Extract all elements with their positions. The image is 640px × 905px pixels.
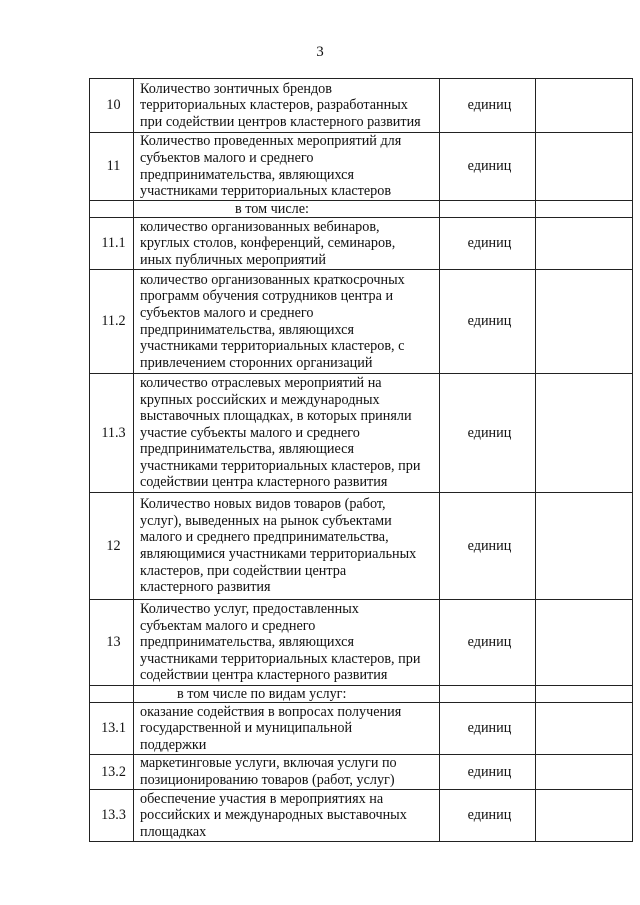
indicator-name <box>134 703 440 755</box>
indicator-name-line: площадках <box>140 823 207 840</box>
table-row <box>90 374 633 493</box>
indicator-name-line: предпринимательства, являющихся <box>140 321 355 338</box>
indicator-name-line: субъектов малого и среднего <box>140 149 314 166</box>
indicator-name <box>134 790 440 842</box>
indicator-name-line: кластеров, при содействии центра <box>140 562 347 579</box>
value-cell <box>536 493 633 600</box>
table-row <box>90 703 633 755</box>
indicators-table <box>89 78 633 842</box>
indicator-name-line: субъектов малого и среднего <box>140 304 314 321</box>
indicator-name-line: услуг), выведенных на рынок субъектами <box>140 512 392 529</box>
indicator-name-line: при содействии центров кластерного развития <box>140 113 421 130</box>
indicator-name-line: оказание содействия в вопросах получения <box>140 703 402 720</box>
indicator-name <box>134 374 440 493</box>
indicator-name <box>134 600 440 686</box>
table-row <box>90 79 633 133</box>
indicator-name-line: Количество услуг, предоставленных <box>140 601 359 618</box>
indicator-name-line: малого и среднего предпринимательства, <box>140 529 389 546</box>
table-row <box>90 493 633 600</box>
indicator-name <box>134 755 440 790</box>
table-subheader-row <box>90 201 633 218</box>
indicator-name-line: территориальных кластеров, разработанных <box>140 97 408 114</box>
row-number: 13.3 <box>90 790 134 842</box>
indicator-name-line: участниками территориальных кластеров, при <box>140 650 421 667</box>
table-row <box>90 790 633 842</box>
value-cell <box>536 270 633 374</box>
indicator-name-line: выставочных площадках, в которых приняли <box>140 408 412 425</box>
table-row <box>90 755 633 790</box>
indicator-name-line: программ обучения сотрудников центра и <box>140 288 394 305</box>
table-row <box>90 133 633 201</box>
indicator-name-line: маркетинговые услуги, включая услуги по <box>140 755 397 772</box>
indicator-name <box>134 270 440 374</box>
indicator-name-line: круглых столов, конференций, семинаров, <box>140 235 396 252</box>
indicator-name <box>134 133 440 201</box>
indicator-name-line: поддержки <box>140 736 207 753</box>
indicator-name-line: количество отраслевых мероприятий на <box>140 374 382 391</box>
page-number: 3 <box>316 44 324 60</box>
value-cell <box>536 790 633 842</box>
indicator-name-line: позиционированию товаров (работ, услуг) <box>140 772 395 788</box>
value-cell <box>536 201 633 218</box>
indicator-name <box>134 493 440 600</box>
indicator-name-line: Количество зонтичных брендов <box>140 80 332 97</box>
value-cell <box>536 686 633 703</box>
indicator-name-line: Количество новых видов товаров (работ, <box>140 496 386 513</box>
value-cell <box>536 374 633 493</box>
unit-of-measure: единиц <box>440 218 536 270</box>
indicator-name-line: предпринимательства, являющихся <box>140 634 355 651</box>
row-number: 11.1 <box>90 218 134 270</box>
indicator-name-line: Количество проведенных мероприятий для <box>140 133 402 150</box>
subheader-text: в том числе: <box>235 200 309 217</box>
indicator-name-line: участниками территориальных кластеров, при <box>140 457 421 474</box>
subheader-cell <box>134 686 440 703</box>
indicator-name-line: крупных российских и международных <box>140 391 380 408</box>
indicator-name-line: содействии центра кластерного развития <box>140 667 388 684</box>
unit-of-measure: единиц <box>440 79 536 133</box>
indicator-name-line: кластерного развития <box>140 579 271 596</box>
row-number: 13.1 <box>90 703 134 755</box>
subheader-cell <box>134 201 440 218</box>
indicator-name-line: государственной и муниципальной <box>140 720 353 737</box>
indicator-name-line: российских и международных выставочных <box>140 807 407 824</box>
row-number-cell <box>90 686 134 703</box>
row-number: 13 <box>90 600 134 686</box>
indicator-name-line: предпринимательства, являющиеся <box>140 441 354 458</box>
value-cell <box>536 600 633 686</box>
indicator-name-line: предпринимательства, являющихся <box>140 166 355 183</box>
indicator-name-line: привлечением сторонних организаций <box>140 354 373 371</box>
value-cell <box>536 703 633 755</box>
row-number: 11 <box>90 133 134 201</box>
indicator-name <box>134 79 440 133</box>
row-number: 13.2 <box>90 755 134 790</box>
indicator-name-line: количество организованных вебинаров, <box>140 218 380 235</box>
table-row <box>90 600 633 686</box>
value-cell <box>536 218 633 270</box>
unit-of-measure: единиц <box>440 790 536 842</box>
unit-of-measure: единиц <box>440 755 536 790</box>
row-number: 11.2 <box>90 270 134 374</box>
table-body <box>90 79 633 842</box>
indicator-name-line: субъектам малого и среднего <box>140 617 316 634</box>
value-cell <box>536 79 633 133</box>
unit-of-measure: единиц <box>440 133 536 201</box>
unit-of-measure: единиц <box>440 374 536 493</box>
indicator-name-line: участниками территориальных кластеров, с <box>140 338 405 355</box>
unit-of-measure: единиц <box>440 493 536 600</box>
indicator-name-line: содействии центра кластерного развития <box>140 474 388 491</box>
unit-of-measure: единиц <box>440 600 536 686</box>
indicator-name-line: количество организованных краткосрочных <box>140 271 405 288</box>
unit-of-measure: единиц <box>440 703 536 755</box>
table-subheader-row <box>90 686 633 703</box>
value-cell <box>536 133 633 201</box>
value-cell <box>536 755 633 790</box>
row-number: 12 <box>90 493 134 600</box>
indicator-name <box>134 218 440 270</box>
unit-cell <box>440 686 536 703</box>
indicator-name-line: иных публичных мероприятий <box>140 251 326 268</box>
indicator-name-line: участниками территориальных кластеров <box>140 183 392 200</box>
indicator-name-line: участие субъекты малого и среднего <box>140 424 360 441</box>
indicator-name-line: являющимися участниками территориальных <box>140 546 417 562</box>
indicator-name-line: обеспечение участия в мероприятиях на <box>140 790 384 807</box>
row-number: 11.3 <box>90 374 134 493</box>
table-row <box>90 270 633 374</box>
unit-of-measure: единиц <box>440 270 536 374</box>
row-number: 10 <box>90 79 134 133</box>
unit-cell <box>440 201 536 218</box>
table-row <box>90 218 633 270</box>
row-number-cell <box>90 201 134 218</box>
subheader-text: в том числе по видам услуг: <box>177 685 347 702</box>
